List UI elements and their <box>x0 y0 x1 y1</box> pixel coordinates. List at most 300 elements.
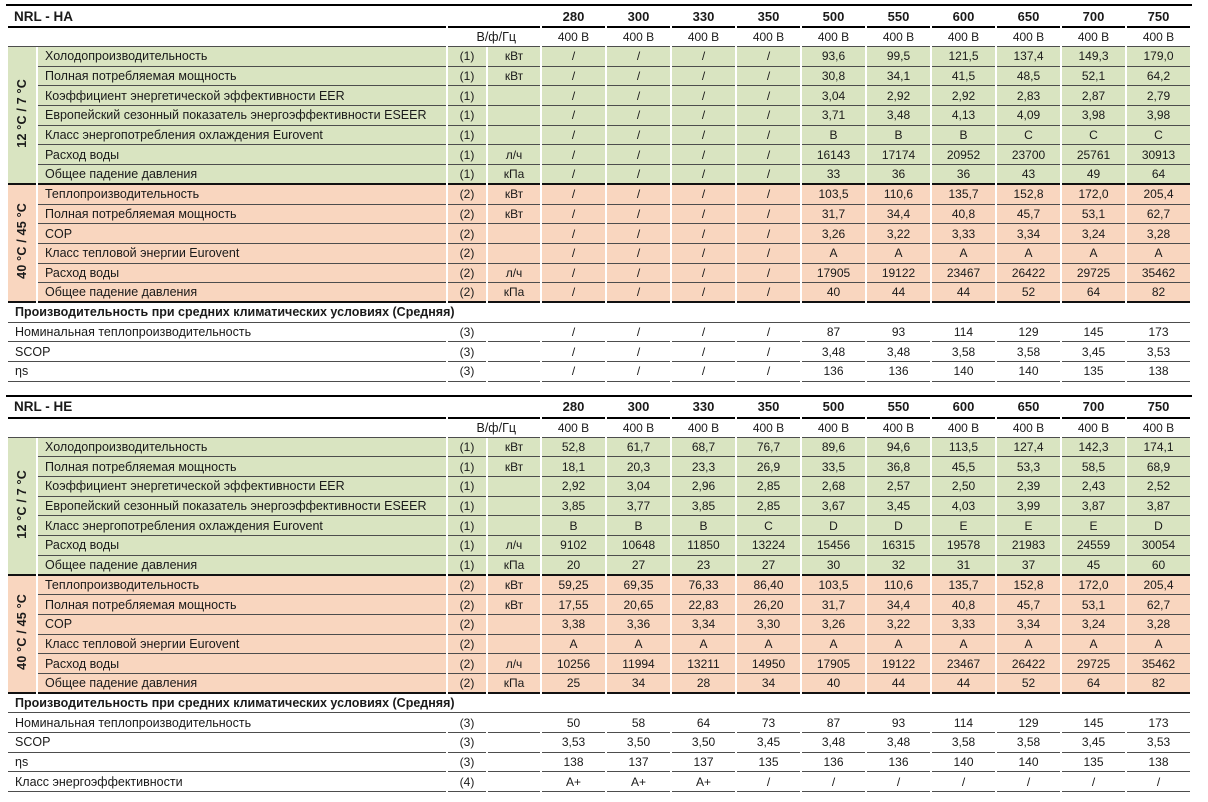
cell-parameter-label: Класс энергоэффективности <box>8 772 446 792</box>
cell-value: 44 <box>932 674 995 694</box>
cell-value: B <box>867 126 930 146</box>
cell-value: 136 <box>802 362 865 382</box>
cell-parameter-label: Общее падение давления <box>38 283 446 303</box>
cell-unit: кВт <box>488 185 540 205</box>
cell-value: 19122 <box>867 264 930 284</box>
cell-value: 2,68 <box>802 477 865 497</box>
cell-value: 3,48 <box>867 106 930 126</box>
cell-reference: (2) <box>448 615 486 635</box>
cell-value: A <box>737 635 800 655</box>
cell-unit <box>488 106 540 126</box>
title-spacer-cell <box>448 397 540 419</box>
cell-value: 62,7 <box>1127 595 1190 615</box>
cell-value: 135,7 <box>932 576 995 596</box>
column-header: 350 <box>737 6 800 28</box>
cell-parameter-label: Теплопроизводительность <box>38 185 446 205</box>
cell-value: 23467 <box>932 264 995 284</box>
table-row <box>8 283 1190 303</box>
cell-value: 20,3 <box>607 457 670 477</box>
voltage-cell: 400 В <box>932 419 995 438</box>
cell-value: A <box>1062 635 1125 655</box>
voltage-cell: 400 В <box>1127 419 1190 438</box>
temperature-side-label: 12 °C / 7 °C <box>15 79 29 148</box>
cell-value: C <box>997 126 1060 146</box>
cell-value: 30 <box>802 556 865 576</box>
cell-value: 152,8 <box>997 576 1060 596</box>
cell-value: 34,4 <box>867 595 930 615</box>
cell-value: 3,45 <box>737 733 800 753</box>
cell-value: / <box>542 86 605 106</box>
cell-reference: (2) <box>448 205 486 225</box>
cell-value: 205,4 <box>1127 576 1190 596</box>
cell-value: / <box>737 362 800 382</box>
cell-value: / <box>672 145 735 165</box>
table-row <box>8 654 1190 674</box>
cell-value: 129 <box>997 323 1060 343</box>
cell-parameter-label: COP <box>38 615 446 635</box>
cell-parameter-label: ηs <box>8 753 446 773</box>
table-row <box>8 635 1190 655</box>
cell-value: 3,98 <box>1062 106 1125 126</box>
cell-value: 23700 <box>997 145 1060 165</box>
cell-value: A+ <box>607 772 670 792</box>
cell-value: / <box>607 224 670 244</box>
cell-value: 110,6 <box>867 576 930 596</box>
cell-value: 36 <box>932 165 995 185</box>
cell-value: 135 <box>1062 362 1125 382</box>
cell-value: 16315 <box>867 536 930 556</box>
cell-parameter-label: Класс энергопотребления охлаждения Eurovent <box>38 516 446 536</box>
cell-reference: (1) <box>448 497 486 517</box>
cell-value: A <box>932 244 995 264</box>
cell-value: / <box>737 165 800 185</box>
table-row <box>8 753 1190 773</box>
cell-value: 114 <box>932 323 995 343</box>
cell-reference: (1) <box>448 457 486 477</box>
cell-reference: (3) <box>448 753 486 773</box>
cell-parameter-label: Полная потребляемая мощность <box>38 67 446 87</box>
cell-value: A <box>542 635 605 655</box>
cell-value: 40 <box>802 674 865 694</box>
cell-value: / <box>867 772 930 792</box>
cell-value: A <box>997 244 1060 264</box>
cell-value: / <box>737 342 800 362</box>
cell-value: 26,9 <box>737 457 800 477</box>
cell-parameter-label: Расход воды <box>38 536 446 556</box>
cell-value: A <box>867 635 930 655</box>
cell-value: 2,43 <box>1062 477 1125 497</box>
cell-value: 44 <box>867 674 930 694</box>
column-header: 550 <box>867 6 930 28</box>
cell-value: A <box>1127 244 1190 264</box>
cell-reference: (2) <box>448 674 486 694</box>
table-row <box>8 772 1190 792</box>
cell-value: 99,5 <box>867 47 930 67</box>
cell-value: A <box>802 244 865 264</box>
cell-value: 20,65 <box>607 595 670 615</box>
cell-reference: (3) <box>448 342 486 362</box>
cell-value: D <box>867 516 930 536</box>
cell-value: 36,8 <box>867 457 930 477</box>
cell-value: 64 <box>1062 674 1125 694</box>
cell-value: 40,8 <box>932 205 995 225</box>
cell-parameter-label: Класс энергопотребления охлаждения Eurovent <box>38 126 446 146</box>
cell-value: 62,7 <box>1127 205 1190 225</box>
cell-value: 2,79 <box>1127 86 1190 106</box>
cell-value: / <box>802 772 865 792</box>
cell-value: 34 <box>737 674 800 694</box>
cell-value: 136 <box>867 362 930 382</box>
cell-value: / <box>737 145 800 165</box>
cell-value: 3,28 <box>1127 224 1190 244</box>
table-row <box>8 224 1190 244</box>
voltage-cell: 400 В <box>1127 28 1190 47</box>
cell-reference: (1) <box>448 556 486 576</box>
model-title: NRL - HE <box>8 397 446 419</box>
cell-unit <box>488 244 540 264</box>
cell-value: A <box>802 635 865 655</box>
cell-value: 3,34 <box>997 224 1060 244</box>
cell-value: / <box>542 244 605 264</box>
cell-value: 3,34 <box>997 615 1060 635</box>
cell-value: 2,85 <box>737 497 800 517</box>
cell-parameter-label: Холодопроизводительность <box>38 438 446 458</box>
cell-value: 53,1 <box>1062 205 1125 225</box>
cell-value: / <box>1127 772 1190 792</box>
cell-unit: л/ч <box>488 654 540 674</box>
column-header: 330 <box>672 397 735 419</box>
cell-value: 145 <box>1062 713 1125 733</box>
cell-value: 32 <box>867 556 930 576</box>
cell-reference: (2) <box>448 635 486 655</box>
column-header: 650 <box>997 397 1060 419</box>
cell-value: 11850 <box>672 536 735 556</box>
cell-value: 87 <box>802 713 865 733</box>
cell-value: 27 <box>737 556 800 576</box>
cell-value: / <box>607 106 670 126</box>
cell-value: 137 <box>607 753 670 773</box>
voltage-row-label: В/ф/Гц <box>448 419 540 438</box>
cell-value: 3,58 <box>997 342 1060 362</box>
cell-value: 52 <box>997 283 1060 303</box>
cell-value: 3,33 <box>932 615 995 635</box>
cell-value: / <box>672 244 735 264</box>
cell-value: 64 <box>1062 283 1125 303</box>
voltage-spacer-cell <box>8 28 446 47</box>
cell-value: 121,5 <box>932 47 995 67</box>
cell-value: 17174 <box>867 145 930 165</box>
cell-parameter-label: Коэффициент энергетической эффективности EER <box>38 477 446 497</box>
cell-value: 3,99 <box>997 497 1060 517</box>
cell-value: / <box>737 283 800 303</box>
cell-value: 29725 <box>1062 264 1125 284</box>
cell-value: / <box>672 283 735 303</box>
cell-value: 205,4 <box>1127 185 1190 205</box>
cell-reference: (2) <box>448 185 486 205</box>
cell-value: 3,22 <box>867 224 930 244</box>
voltage-cell: 400 В <box>867 419 930 438</box>
cell-value: 64,2 <box>1127 67 1190 87</box>
cell-value: 35462 <box>1127 654 1190 674</box>
cell-value: 140 <box>997 753 1060 773</box>
cell-value: B <box>672 516 735 536</box>
cell-reference: (1) <box>448 106 486 126</box>
cell-value: 17,55 <box>542 595 605 615</box>
cell-reference: (1) <box>448 126 486 146</box>
cell-value: 129 <box>997 713 1060 733</box>
cell-value: 15456 <box>802 536 865 556</box>
table-row <box>8 106 1190 126</box>
cell-value: / <box>737 323 800 343</box>
temperature-side-cell <box>8 47 36 185</box>
cell-reference: (3) <box>448 362 486 382</box>
cell-reference: (2) <box>448 654 486 674</box>
cell-value: 3,34 <box>672 615 735 635</box>
cell-value: 2,92 <box>932 86 995 106</box>
cell-parameter-label: Расход воды <box>38 145 446 165</box>
cell-value: 3,48 <box>867 342 930 362</box>
cell-parameter-label: Полная потребляемая мощность <box>38 457 446 477</box>
cell-value: 152,8 <box>997 185 1060 205</box>
cell-unit: кПа <box>488 283 540 303</box>
column-header: 330 <box>672 6 735 28</box>
cell-value: 52,1 <box>1062 67 1125 87</box>
cell-value: 58 <box>607 713 670 733</box>
table-row <box>8 342 1190 362</box>
cell-value: 31,7 <box>802 205 865 225</box>
cell-value: 26,20 <box>737 595 800 615</box>
voltage-cell: 400 В <box>607 419 670 438</box>
cell-value: 2,50 <box>932 477 995 497</box>
voltage-cell: 400 В <box>802 419 865 438</box>
cell-value: 110,6 <box>867 185 930 205</box>
cell-value: 45,7 <box>997 595 1060 615</box>
cell-value: / <box>737 106 800 126</box>
cell-unit <box>488 615 540 635</box>
cell-value: 3,38 <box>542 615 605 635</box>
cell-value: 3,98 <box>1127 106 1190 126</box>
cell-value: / <box>542 283 605 303</box>
cell-value: 52 <box>997 674 1060 694</box>
cell-value: D <box>1127 516 1190 536</box>
cell-value: 21983 <box>997 536 1060 556</box>
cell-value: / <box>672 126 735 146</box>
cell-value: / <box>672 67 735 87</box>
cell-value: 49 <box>1062 165 1125 185</box>
cell-value: C <box>1127 126 1190 146</box>
table-row <box>8 145 1190 165</box>
spec-table-nrl-he <box>6 395 1192 792</box>
cell-value: 3,77 <box>607 497 670 517</box>
cell-value: 172,0 <box>1062 185 1125 205</box>
table-row <box>8 362 1190 382</box>
cell-value: 3,26 <box>802 224 865 244</box>
column-header: 500 <box>802 397 865 419</box>
cell-value: 33,5 <box>802 457 865 477</box>
cell-value: 3,85 <box>542 497 605 517</box>
cell-value: 2,39 <box>997 477 1060 497</box>
cell-value: 179,0 <box>1127 47 1190 67</box>
cell-value: / <box>672 264 735 284</box>
column-header: 280 <box>542 397 605 419</box>
cell-reference: (1) <box>448 536 486 556</box>
cell-parameter-label: Полная потребляемая мощность <box>38 205 446 225</box>
cell-value: 33 <box>802 165 865 185</box>
cell-value: 64 <box>672 713 735 733</box>
cell-value: / <box>542 106 605 126</box>
cell-value: / <box>737 126 800 146</box>
cell-value: B <box>802 126 865 146</box>
voltage-cell: 400 В <box>997 419 1060 438</box>
cell-value: 22,83 <box>672 595 735 615</box>
cell-value: A <box>1062 244 1125 264</box>
table-row <box>8 126 1190 146</box>
column-header: 280 <box>542 6 605 28</box>
voltage-cell: 400 В <box>932 28 995 47</box>
cell-value: 10256 <box>542 654 605 674</box>
cell-value: 30,8 <box>802 67 865 87</box>
voltage-cell: 400 В <box>737 419 800 438</box>
cell-unit <box>488 342 540 362</box>
cell-value: 140 <box>997 362 1060 382</box>
cell-parameter-label: Класс тепловой энергии Eurovent <box>38 635 446 655</box>
cell-value: 82 <box>1127 283 1190 303</box>
cell-parameter-label: Европейский сезонный показатель энергоэффективности ESEER <box>38 497 446 517</box>
cell-value: 13224 <box>737 536 800 556</box>
cell-value: 87 <box>802 323 865 343</box>
cell-value: 173 <box>1127 323 1190 343</box>
cell-unit <box>488 635 540 655</box>
voltage-cell: 400 В <box>542 28 605 47</box>
cell-value: / <box>607 205 670 225</box>
cell-value: 53,1 <box>1062 595 1125 615</box>
cell-value: 4,03 <box>932 497 995 517</box>
cell-parameter-label: Расход воды <box>38 264 446 284</box>
cell-value: 174,1 <box>1127 438 1190 458</box>
cell-value: / <box>737 244 800 264</box>
cell-value: 3,24 <box>1062 615 1125 635</box>
cell-unit: кВт <box>488 67 540 87</box>
cell-value: 60 <box>1127 556 1190 576</box>
column-header: 750 <box>1127 6 1190 28</box>
cell-value: 3,87 <box>1127 497 1190 517</box>
cell-parameter-label: Общее падение давления <box>38 556 446 576</box>
cell-reference: (4) <box>448 772 486 792</box>
cell-reference: (2) <box>448 595 486 615</box>
cell-value: 43 <box>997 165 1060 185</box>
cell-value: 50 <box>542 713 605 733</box>
cell-unit <box>488 516 540 536</box>
cell-value: 58,5 <box>1062 457 1125 477</box>
table-row <box>8 595 1190 615</box>
cell-value: 4,13 <box>932 106 995 126</box>
cell-value: 2,92 <box>867 86 930 106</box>
cell-value: 3,53 <box>542 733 605 753</box>
cell-value: A+ <box>542 772 605 792</box>
cell-value: / <box>672 165 735 185</box>
column-header: 300 <box>607 6 670 28</box>
cell-value: 41,5 <box>932 67 995 87</box>
cell-value: / <box>607 145 670 165</box>
cell-value: 48,5 <box>997 67 1060 87</box>
cell-value: / <box>542 165 605 185</box>
cell-value: 2,85 <box>737 477 800 497</box>
cell-value: 138 <box>1127 753 1190 773</box>
cell-value: / <box>737 205 800 225</box>
cell-unit <box>488 126 540 146</box>
cell-unit <box>488 497 540 517</box>
cell-value: / <box>607 67 670 87</box>
cell-value: 24559 <box>1062 536 1125 556</box>
cell-value: 2,87 <box>1062 86 1125 106</box>
cell-value: 2,92 <box>542 477 605 497</box>
column-header: 600 <box>932 397 995 419</box>
cell-value: 2,57 <box>867 477 930 497</box>
cell-value: / <box>542 185 605 205</box>
cell-value: / <box>542 145 605 165</box>
cell-value: 27 <box>607 556 670 576</box>
voltage-cell: 400 В <box>607 28 670 47</box>
cell-unit: кПа <box>488 556 540 576</box>
cell-reference: (2) <box>448 576 486 596</box>
cell-value: / <box>542 67 605 87</box>
cell-value: 93 <box>867 323 930 343</box>
cell-value: / <box>932 772 995 792</box>
cell-value: / <box>672 362 735 382</box>
cell-value: / <box>997 772 1060 792</box>
cell-value: / <box>672 185 735 205</box>
cell-value: B <box>932 126 995 146</box>
cell-value: A <box>1127 635 1190 655</box>
cell-value: 3,50 <box>672 733 735 753</box>
cell-value: 135 <box>1062 753 1125 773</box>
cell-value: 86,40 <box>737 576 800 596</box>
cell-unit: л/ч <box>488 264 540 284</box>
cell-reference: (1) <box>448 516 486 536</box>
cell-value: 103,5 <box>802 185 865 205</box>
cell-value: / <box>737 224 800 244</box>
column-header: 650 <box>997 6 1060 28</box>
cell-value: 3,48 <box>802 733 865 753</box>
title-spacer-cell <box>448 6 540 28</box>
cell-value: E <box>932 516 995 536</box>
cell-value: 138 <box>542 753 605 773</box>
cell-value: 23 <box>672 556 735 576</box>
cell-value: / <box>607 86 670 106</box>
cell-unit <box>488 362 540 382</box>
cell-value: 19122 <box>867 654 930 674</box>
section-header: Производительность при средних климатических условиях (Средняя) <box>8 303 1190 323</box>
cell-unit <box>488 733 540 753</box>
cell-value: 142,3 <box>1062 438 1125 458</box>
cell-value: 40 <box>802 283 865 303</box>
cell-value: / <box>672 106 735 126</box>
temperature-side-label: 40 °C / 45 °C <box>15 594 29 670</box>
cell-value: / <box>607 264 670 284</box>
cell-value: 23467 <box>932 654 995 674</box>
cell-reference: (2) <box>448 264 486 284</box>
cell-value: 3,58 <box>997 733 1060 753</box>
table-row <box>8 457 1190 477</box>
voltage-cell: 400 В <box>802 28 865 47</box>
cell-value: / <box>542 362 605 382</box>
cell-value: 52,8 <box>542 438 605 458</box>
cell-value: 45,5 <box>932 457 995 477</box>
cell-value: / <box>542 126 605 146</box>
cell-reference: (3) <box>448 733 486 753</box>
cell-parameter-label: Номинальная теплопроизводительность <box>8 323 446 343</box>
cell-value: / <box>542 342 605 362</box>
